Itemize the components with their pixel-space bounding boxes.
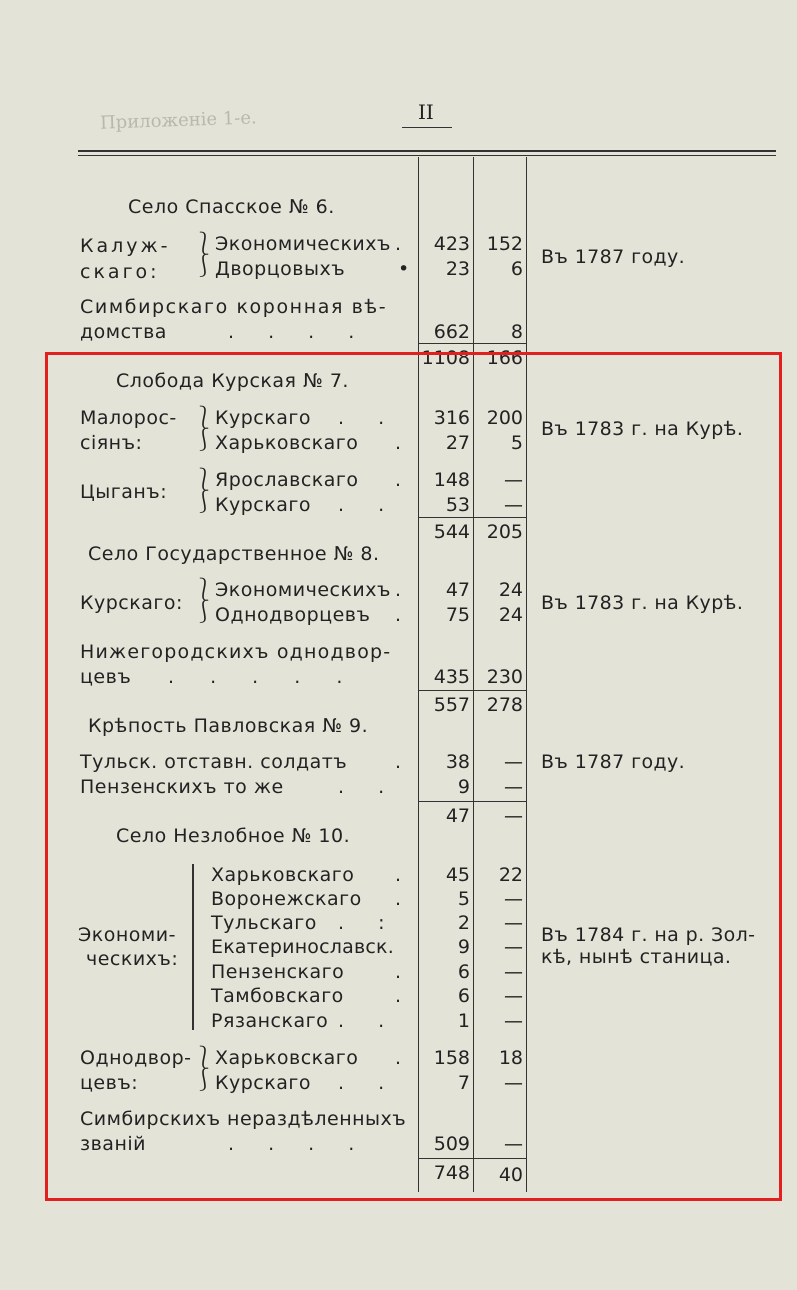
simb-label-1: Симбирскаго коронная вѣ- (80, 296, 388, 318)
nizh-label-1: Нижегородскихъ однодвор- (80, 641, 392, 663)
brace: ⎰ (193, 428, 216, 453)
simb-nerazd-label-1: Симбирскихъ нераздѣленныхъ (80, 1108, 407, 1130)
cell-v1: 27 (445, 432, 470, 454)
leader-dots: . . . . (228, 1133, 369, 1155)
cell-v2: — (504, 776, 523, 798)
brace: ⎰ (193, 600, 216, 625)
cell-v1: 75 (445, 604, 470, 626)
sum-rule (474, 343, 526, 344)
cell-v1: 662 (433, 321, 470, 343)
row-label: Ярославскаго (215, 469, 359, 491)
total-v1: 47 (445, 805, 470, 827)
cell-v2: — (504, 751, 523, 773)
row-label: Тульскаго (211, 912, 317, 934)
row-label: Курскаго (215, 494, 311, 516)
brace: ⎱ (193, 468, 216, 493)
leader-dots: . . (338, 1072, 399, 1094)
brace: ⎰ (193, 490, 216, 515)
note-nezlobnoe-2: кѣ, нынѣ станица. (541, 946, 732, 968)
leader-dot: . (395, 233, 402, 255)
total-v2: — (504, 805, 523, 827)
leader-dot: . (395, 579, 402, 601)
row-label: Курскаго (215, 407, 311, 429)
row-label: Курскаго (215, 1072, 311, 1094)
cell-v1: 53 (445, 494, 470, 516)
kaluzh-label: Калуж- скаго: (80, 235, 171, 283)
brace: ⎱ (193, 578, 216, 603)
total-v1: 544 (433, 521, 470, 543)
cell-v1: 45 (445, 864, 470, 886)
cell-v2: — (504, 1072, 523, 1094)
total-v2: 205 (486, 521, 523, 543)
maloros-label-1: Малорос- (80, 407, 177, 429)
cell-v1: 38 (445, 751, 470, 773)
leader-dot: . (395, 985, 402, 1007)
cell-v2: — (504, 469, 523, 491)
row-label: Экономическихъ (215, 579, 391, 601)
leader-dots: . . (338, 494, 399, 516)
cell-v1: 316 (433, 407, 470, 429)
note-nezlobnoe-1: Въ 1784 г. на р. Зол- (541, 924, 756, 946)
note-kurskaya: Въ 1783 г. на Курѣ. (541, 418, 744, 440)
cell-v1: 148 (433, 469, 470, 491)
row-label: Однодворцевъ (215, 604, 371, 626)
leader-dots: . : (338, 912, 399, 934)
total-v2: 166 (486, 347, 523, 369)
row-label: Екатеринославск. (211, 936, 394, 958)
row-label: Тамбовскаго (211, 985, 344, 1007)
cell-v1: 9 (457, 776, 470, 798)
cell-v2: 22 (498, 864, 523, 886)
leader-dot: . (395, 888, 402, 910)
cell-v2: 18 (498, 1047, 523, 1069)
cell-v1: 2 (457, 912, 470, 934)
row-label: Пензенскаго (211, 961, 345, 983)
total-v2: 40 (498, 1164, 523, 1186)
section-title-gosudarstvennoe: Село Государственное № 8. (88, 543, 380, 565)
cell-v2: 8 (510, 321, 523, 343)
header-rule-1 (78, 150, 776, 152)
row-label: Тульск. отставн. солдатъ (80, 751, 348, 773)
cell-v1: 5 (457, 888, 470, 910)
cell-v1: 1 (457, 1010, 470, 1032)
total-v1: 1108 (421, 347, 470, 369)
cell-v2: 200 (486, 407, 523, 429)
econ-label-1: Экономи- (78, 924, 176, 946)
cell-v1: 23 (445, 258, 470, 280)
leader-dots: . . (338, 1010, 399, 1032)
leader-dot: . (395, 864, 402, 886)
kursk-label: Курскаго: (80, 592, 183, 614)
cell-v1: 509 (433, 1133, 470, 1155)
row-label: Воронежскаго (211, 888, 362, 910)
leader-dots: . . (338, 776, 399, 798)
sum-rule (419, 343, 473, 344)
cell-v2: — (504, 1010, 523, 1032)
tsygan-label: Цыганъ: (80, 481, 168, 503)
section-title-kurskaya: Слобода Курская № 7. (116, 370, 349, 392)
leader-dot: . (395, 751, 402, 773)
odno-label-1: Однодвор- (80, 1047, 192, 1069)
cell-v2: 6 (510, 258, 523, 280)
simb-label-2: домства (80, 321, 167, 343)
brace: ⎱ (193, 1046, 216, 1071)
leader-dot: . (395, 469, 402, 491)
cell-v2: — (504, 936, 523, 958)
total-v1: 748 (433, 1162, 470, 1184)
cell-v1: 7 (457, 1072, 470, 1094)
row-label: Харьковскаго (215, 432, 359, 454)
row-label: Дворцовыхъ (215, 258, 346, 280)
cell-v1: 158 (433, 1047, 470, 1069)
row-label: Экономическихъ (215, 233, 391, 255)
cell-v2: 230 (486, 666, 523, 688)
cell-v1: 423 (433, 233, 470, 255)
section-title-pavlovskaya: Крѣпость Павловская № 9. (88, 715, 369, 737)
leader-dot: . (395, 604, 402, 626)
page-number: II (418, 100, 434, 124)
odno-label-2: цевъ: (80, 1072, 139, 1094)
row-label: Харьковскаго (211, 864, 355, 886)
brace: ⎱ (193, 406, 216, 431)
cell-v2: 5 (510, 432, 523, 454)
cell-v1: 9 (457, 936, 470, 958)
brace: ⎰ (193, 254, 216, 279)
cell-v2: — (504, 985, 523, 1007)
total-v1: 557 (433, 694, 470, 716)
cell-v2: 152 (486, 233, 523, 255)
maloros-label-2: сіянъ: (80, 432, 143, 454)
header-rule-2 (78, 155, 776, 156)
leader-dots: . . . . (228, 321, 369, 343)
margin-note: Приложеніе 1-е. (99, 107, 258, 134)
section-title-spasskoe: Село Спасское № 6. (128, 196, 335, 218)
cell-v1: 6 (457, 961, 470, 983)
section-title-nezlobnoe: Село Незлобное № 10. (116, 825, 351, 847)
leader-dots: . . . . . (168, 666, 358, 688)
row-label: Пензенскихъ то же (80, 776, 284, 798)
row-label: Рязанскаго (211, 1010, 329, 1032)
brace: ⎰ (193, 1068, 216, 1093)
leader-dot: . (395, 432, 402, 454)
cell-v2: 24 (498, 579, 523, 601)
page-number-underline (402, 127, 452, 128)
brace: ⎱ (193, 232, 216, 257)
selection-highlight-box (45, 352, 782, 1201)
cell-v2: 24 (498, 604, 523, 626)
cell-v2: — (504, 494, 523, 516)
cell-v1: 6 (457, 985, 470, 1007)
cell-v2: — (504, 1133, 523, 1155)
cell-v1: 435 (433, 666, 470, 688)
note-gosudarstvennoe: Въ 1783 г. на Курѣ. (541, 592, 744, 614)
econ-label-2: ческихъ: (86, 948, 179, 970)
simb-nerazd-label-2: званій (80, 1133, 146, 1155)
row-label: Харьковскаго (215, 1047, 359, 1069)
nizh-label-2: цевъ (80, 666, 132, 688)
note-pavlovskaya: Въ 1787 году. (541, 751, 686, 773)
cell-v2: — (504, 912, 523, 934)
total-v2: 278 (486, 694, 523, 716)
leader-dot: • (398, 258, 410, 280)
cell-v1: 47 (445, 579, 470, 601)
cell-v2: — (504, 961, 523, 983)
cell-v2: — (504, 888, 523, 910)
leader-dot: . (395, 1047, 402, 1069)
leader-dots: . . (338, 407, 399, 429)
note-spasskoe: Въ 1787 году. (541, 246, 686, 268)
leader-dot: . (395, 961, 402, 983)
